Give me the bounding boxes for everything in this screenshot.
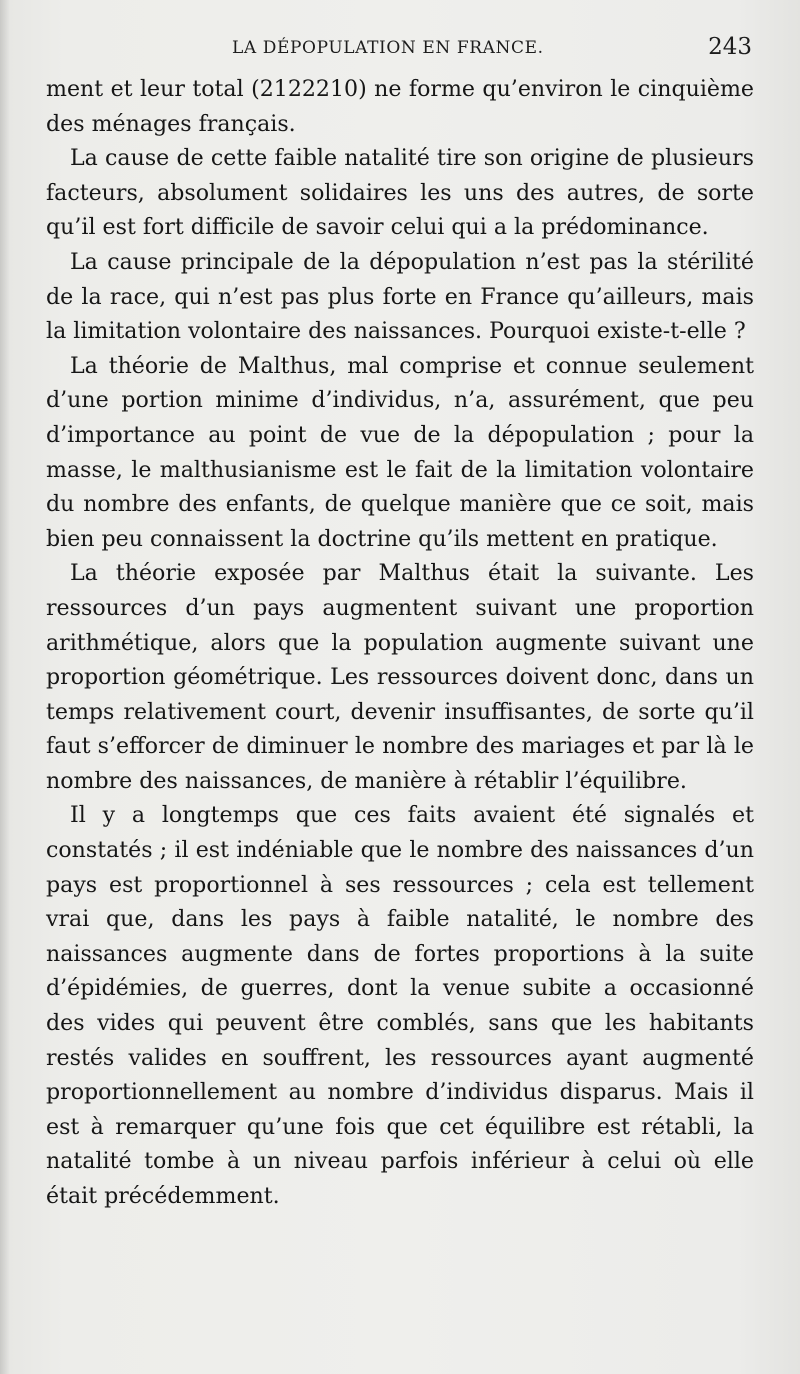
paragraph-malthus-misunderstood: La théorie de Malthus, mal comprise et connue seulement d’une portion minime d’individus, n’a, assurément, que peu d’importance au point de vue de la dépopulation ; pour la masse, le malthusianisme est le fait de la limitation volontaire du nombre des enfants, de quelque manière que ce soit, mais bien peu connaissent la doctrine qu’ils mettent en pratique. (46, 352, 754, 552)
paragraph-main-cause: La cause principale de la dépopulation n’est pas la stérilité de la race, qui n’est pas plus forte en France qu’ailleurs, mais la limitation volontaire des naissances. Pourquoi existe-t-elle ? (46, 248, 754, 345)
page-number: 243 (708, 34, 752, 60)
body-text (46, 72, 754, 1214)
paragraph-continued: ment et leur total (2122210) ne forme qu’environ le cinquième des ménages français. (46, 76, 754, 137)
paragraph-malthus-theory: La théorie exposée par Malthus était la suivante. Les ressources d’un pays augmentent suivant une proportion arithmétique, alors que la population augmente suivant une proportion géométrique. Les ressources doivent donc, dans un temps relativement court, devenir insuffisantes, de sorte qu’il faut s’efforcer de diminuer le nombre des mariages et par là le nombre des naissances, de manière à rétablir l’équilibre. (46, 560, 754, 794)
running-title: LA DÉPOPULATION EN FRANCE. (232, 38, 544, 58)
paragraph-resources-births: Il y a longtemps que ces faits avaient été signalés et constatés ; il est indéniable que le nombre des naissances d’un pays est proportionnel à ses ressources ; cela est tellement vrai que, dans les pays à faible natalité, le nombre des naissances augmente dans de fortes proportions à la suite d’épidémies, de guerres, dont la venue subite a occasionné des vides qui peuvent être comblés, sans que les habitants restés valides en souffrent, les ressources ayant augmenté proportionnellement au nombre d’individus disparus. Mais il est à remarquer qu’une fois que cet équilibre est rétabli, la natalité tombe à un niveau parfois inférieur à celui où elle était précédemment. (46, 802, 754, 1209)
paragraph-natality-causes: La cause de cette faible natalité tire son origine de plusieurs facteurs, absolument solidaires les uns des autres, de sorte qu’il est fort difficile de savoir celui qui a la prédominance. (46, 145, 754, 241)
running-header (44, 34, 752, 64)
